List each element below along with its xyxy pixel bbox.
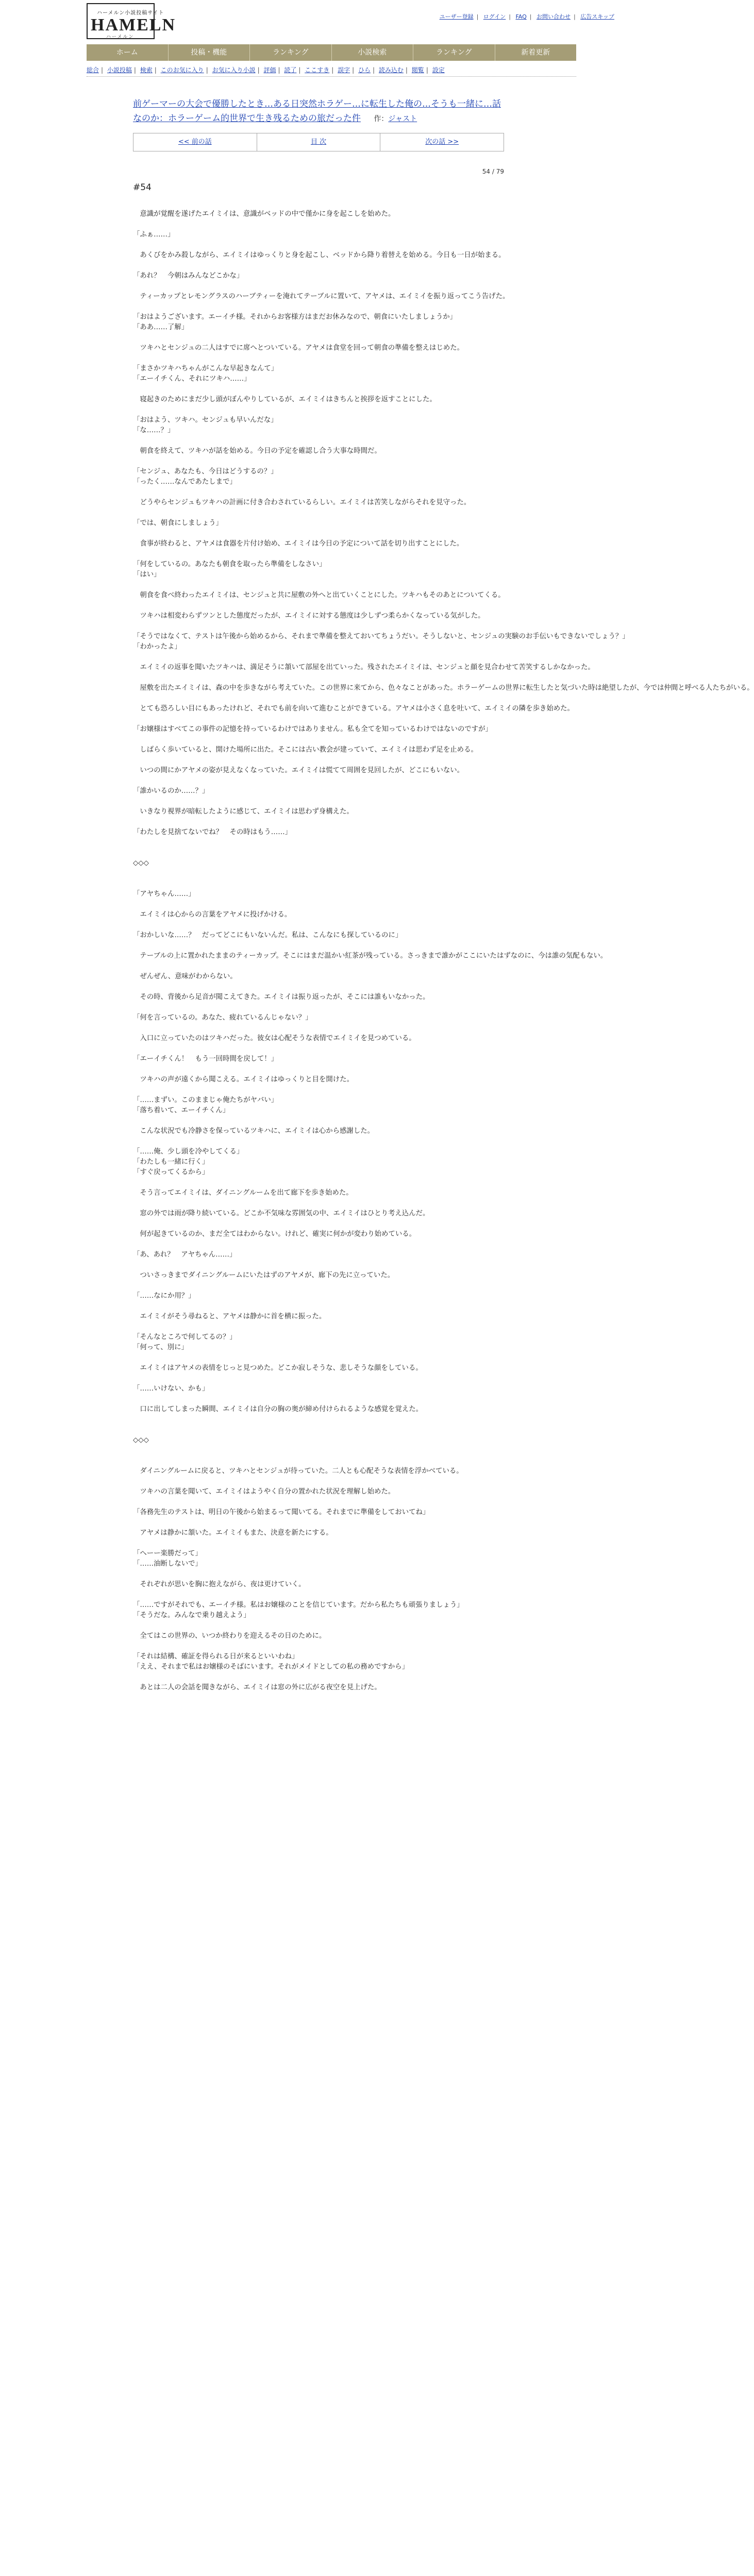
body-line: 朝食を食べ終わったエイミイは、センジュと共に屋敷の外へと出ていくことにした。ツキハもそのあとについてくる。 — [133, 591, 505, 599]
nav-ranking-2[interactable]: ランキング — [413, 44, 495, 61]
paragraph-gap — [133, 1446, 504, 1456]
body-line: 朝食を終えて、ツキハが話を始める。今日の予定を確認し合う大事な時間だ。 — [133, 447, 381, 455]
paragraph-gap — [133, 941, 504, 951]
paragraph-gap — [133, 436, 504, 446]
paragraph-gap — [133, 869, 504, 879]
body-line: 「まさかツキハちゃんがこんな早起きなんて」 — [133, 365, 278, 372]
author-link[interactable]: ジャスト — [388, 115, 417, 123]
nav-home[interactable]: ホーム — [87, 44, 169, 61]
paragraph-gap — [133, 1415, 504, 1425]
crumb-6[interactable]: 読了 — [284, 66, 297, 74]
paragraph-gap — [133, 920, 504, 930]
paragraph-gap — [133, 1003, 504, 1013]
paragraph-gap — [133, 776, 504, 786]
body-line: 「では、朝食にしましょう」 — [133, 519, 223, 527]
chapter-position: 54 / 79 — [482, 168, 504, 175]
body-line: 意識が覚醒を遂げたエイミイは、意識がベッドの中で僅かに身を起こしを始めた。 — [133, 210, 395, 218]
body-line: 入口に立っていたのはツキハだった。彼女は心配そうな表情でエイミイを見つめている。 — [133, 1035, 416, 1042]
body-line: 「エーイチくん！ もう一回時間を戻して！」 — [133, 1055, 278, 1063]
site-header — [0, 0, 662, 41]
toc-link[interactable]: 目 次 — [257, 133, 381, 151]
crumb-11[interactable]: 閲覧 — [411, 66, 424, 74]
body-line: 「そんなところで何してるの？」 — [133, 1333, 237, 1341]
paragraph-gap — [133, 817, 504, 827]
body-line: どうやらセンジュもツキハの計画に付き合わされているらしい。エイミイは苦笑しながらそれを見守った。 — [133, 499, 471, 506]
paragraph-gap — [133, 508, 504, 518]
body-line: 「……俺、少し頭を冷やしてくる」 — [133, 1148, 244, 1156]
paragraph-gap — [133, 755, 504, 766]
body-line: 「落ち着いて、エーイチくん」 — [133, 1107, 230, 1114]
crumb-12[interactable]: 設定 — [432, 66, 445, 74]
logo-small-text: ハーメルン小説投稿サイト — [97, 10, 164, 16]
top-link-contact[interactable]: お問い合わせ — [537, 13, 571, 20]
body-line: あとは二人の会話を聞きながら、エイミイは窓の外に広がる夜空を見上げた。 — [133, 1684, 381, 1691]
paragraph-gap — [133, 240, 504, 250]
body-line: 「そうだな。みんなで乗り越えよう」 — [133, 1612, 250, 1619]
body-line: 「何をしているの。あなたも朝食を取ったら準備をしなさい」 — [133, 561, 326, 568]
top-links: ユーザー登録 | ログイン | FAQ | お問い合わせ | 広告スキップ — [439, 13, 614, 20]
site-logo[interactable] — [87, 3, 176, 40]
top-link-skip-ad[interactable]: 広告スキップ — [580, 13, 614, 20]
paragraph-gap — [133, 1044, 504, 1054]
body-line: ツキハとセンジュの二人はすでに席へとついている。アヤメは食堂を回って朝食の準備を整えはじめた。 — [133, 344, 464, 352]
body-line: ツキハの声が遠くから聞こえる。エイミイはゆっくりと目を開けた。 — [133, 1076, 354, 1083]
body-line: エイミイはアヤメの表情をじっと見つめた。どこか寂しそうな、悲しそうな顔をしている。 — [133, 1364, 423, 1372]
body-line: ダイニングルームに戻ると、ツキハとセンジュが待っていた。二人とも心配そうな表情を浮かべている。 — [133, 1467, 463, 1475]
paragraph-gap — [133, 693, 504, 704]
nav-post[interactable]: 投稿・機能 — [169, 44, 250, 61]
top-link-register[interactable]: ユーザー登録 — [439, 13, 474, 20]
paragraph-gap — [133, 1301, 504, 1312]
paragraph-gap — [133, 1178, 504, 1188]
body-line: 「ったく……なんであたしまで」 — [133, 478, 237, 486]
crumb-3[interactable]: このお気に入り — [160, 66, 204, 74]
paragraph-gap — [133, 714, 504, 724]
crumb-8[interactable]: 誤字 — [338, 66, 350, 74]
paragraph-gap — [133, 384, 504, 395]
paragraph-gap — [133, 879, 504, 889]
paragraph-gap — [133, 1322, 504, 1332]
nav-ranking[interactable]: ランキング — [250, 44, 332, 61]
body-line: 窓の外では雨が降り続いている。どこか不気味な雰囲気の中、エイミイはひとり考え込んだ。 — [133, 1210, 430, 1217]
body-line: 「はい」 — [133, 571, 161, 579]
novel-title-link[interactable]: 前ゲーマーの大会で優勝したとき…ある日突然ホラゲー…に転生した俺の…そうも一緒に…話なのか：ホラーゲーム的世界で生き残るための旅だった件 — [133, 99, 501, 124]
paragraph-gap — [133, 673, 504, 683]
body-line: 「お嬢様はすべてこの事件の記憶を持っているわけではありません。私も全てを知っているわけではないのですが」 — [133, 725, 492, 733]
body-line: ティーカップとレモングラスのハーブティーを淹れてテーブルに置いて、アヤメは、エイミイを振り返ってこう告げた。 — [133, 293, 510, 300]
body-line: 「エーイチくん、それにツキハ……」 — [133, 375, 251, 383]
body-line: ◇◇◇ — [133, 1436, 149, 1444]
paragraph-gap — [133, 900, 504, 910]
body-line: 「……まずい。このままじゃ俺たちがヤバい」 — [133, 1096, 278, 1104]
body-line: その時、背後から足音が聞こえてきた。エイミイは振り返ったが、そこには誰もいなかった。 — [133, 993, 430, 1001]
body-line: 「……油断しないで」 — [133, 1560, 202, 1568]
paragraph-gap — [133, 1064, 504, 1075]
nav-new[interactable]: 新着更新 — [521, 48, 550, 57]
body-line: ぜんぜん、意味がわからない。 — [133, 973, 237, 980]
body-line: 「へーー楽勝だって」 — [133, 1550, 202, 1557]
body-line: そう言ってエイミイは、ダイニングルームを出て廊下を歩き始めた。 — [133, 1189, 353, 1197]
paragraph-gap — [133, 302, 504, 312]
logo-word: HAMELN — [91, 15, 176, 35]
episode-number: #54 — [133, 182, 152, 193]
paragraph-gap — [133, 652, 504, 663]
paragraph-gap — [133, 529, 504, 539]
body-line: 「……なにか用？」 — [133, 1292, 195, 1300]
crumb-7[interactable]: ここすき — [305, 66, 330, 74]
body-line: 寝起きのためにまだ少し頭がぼんやりしているが、エイミイはきちんと挨拶を返すことにした。 — [133, 396, 437, 403]
body-line: 「誰かいるのか……？」 — [133, 787, 209, 795]
paragraph-gap — [133, 1085, 504, 1095]
body-line: 「そうではなくて、テストは午後から始めるから、それまで準備を整えておいてちょうだい。そうしないと、センジュの実験のお手伝いもできないでしょう？」 — [133, 633, 629, 640]
body-line: 「あれ？ 今朝はみんなどこかな」 — [133, 272, 244, 280]
crumb-0[interactable]: 総合 — [87, 66, 99, 74]
body-line: ◇◇◇ — [133, 859, 149, 867]
crumb-2[interactable]: 検索 — [140, 66, 153, 74]
body-line: 屋敷を出たエイミイは、森の中を歩きながら考えていた。この世界に来てから、色々なことがあった。ホラーゲームの世界に転生したと気づいた時は絶望したが、今では仲間と呼べる人たちがいる。 — [133, 684, 754, 692]
paragraph-gap — [133, 1353, 504, 1363]
paragraph-gap — [133, 1281, 504, 1291]
body-line: それぞれが思いを胸に抱えながら、夜は更けていく。 — [133, 1581, 306, 1588]
body-line: あくびをかみ殺しながら、エイミイはゆっくりと身を起こし、ベッドから降り着替えを始める。今日も一日が始まる。 — [133, 251, 506, 259]
paragraph-gap — [133, 1394, 504, 1404]
body-line: 「わたしも一緒に行く」 — [133, 1158, 209, 1166]
paragraph-gap — [133, 405, 504, 415]
paragraph-gap — [133, 456, 504, 467]
body-line: 「ええ、それまで私はお嬢様のそばにいます。それがメイドとしての私の務めですから」 — [133, 1663, 409, 1671]
top-link-faq[interactable]: FAQ — [515, 13, 527, 20]
paragraph-gap — [133, 549, 504, 560]
chapter-body — [133, 209, 754, 1693]
body-line: 全てはこの世界の、いつか終わりを迎えるその日のために。 — [133, 1632, 326, 1640]
paragraph-gap — [133, 353, 504, 364]
paragraph-gap — [133, 1116, 504, 1126]
body-line: 「それは結構、確証を得られる日が来るといいわね」 — [133, 1653, 299, 1660]
body-line: エイミイの返事を聞いたツキハは、満足そうに頷いて部屋を出ていった。残されたエイミイは、センジュと顔を見合わせて苦笑するしかなかった。 — [133, 664, 595, 671]
paragraph-gap — [133, 1137, 504, 1147]
paragraph-gap — [133, 281, 504, 292]
paragraph-gap — [133, 1023, 504, 1033]
body-line: 「ああ……了解」 — [133, 324, 189, 331]
paragraph-gap — [133, 580, 504, 590]
body-line: 「アヤちゃん……」 — [133, 890, 195, 898]
paragraph-gap — [133, 982, 504, 992]
next-chapter-link[interactable]: 次の話 >> — [425, 138, 459, 146]
chapter-pager — [133, 133, 504, 151]
paragraph-gap — [133, 1425, 504, 1435]
paragraph-gap — [133, 1518, 504, 1528]
body-line: いつの間にかアヤメの姿が見えなくなっていた。エイミイは慌てて周囲を見回したが、どこにもいない。 — [133, 767, 464, 774]
crumb-10[interactable]: 読み込む — [378, 66, 404, 74]
body-line: こんな状況でも冷静さを保っているツキハに、エイミイは心から感謝した。 — [133, 1127, 374, 1135]
paragraph-gap — [133, 621, 504, 632]
paragraph-gap — [133, 1240, 504, 1250]
paragraph-gap — [133, 261, 504, 271]
crumb-5[interactable]: 評価 — [263, 66, 276, 74]
body-line: 「すぐ戻ってくるから」 — [133, 1168, 209, 1176]
body-line: 「各務先生のテストは、明日の午後から始まるって聞いてる。それまでに準備をしておいてね」 — [133, 1509, 430, 1516]
body-line: ツキハの言葉を聞いて、エイミイはようやく自分の置かれた状況を理解し始めた。 — [133, 1488, 395, 1496]
paragraph-gap — [133, 1641, 504, 1652]
body-line: エイミイは心からの言葉をアヤメに投げかける。 — [133, 911, 292, 919]
body-line: いきなり視界が暗転したように感じて、エイミイは思わず身構えた。 — [133, 808, 354, 816]
body-line: 「おかしいな……？ だってどこにもいないんだ。私は、こんなにも探しているのに」 — [133, 931, 403, 939]
paragraph-gap — [133, 1569, 504, 1580]
paragraph-gap — [133, 1260, 504, 1270]
author-prefix: 作： — [374, 115, 389, 123]
paragraph-gap — [133, 796, 504, 807]
body-line: とても恐ろしい目にもあったけれど、それでも前を向いて進むことができている。アヤメは小さく息を吐いて、エイミイの隣を歩き始めた。 — [133, 705, 574, 713]
body-line: 「おはようございます。エーイチ様。それからお客様方はまだお休みなので、朝食にいたしましょうか」 — [133, 313, 457, 321]
body-line: 「な……？」 — [133, 427, 175, 434]
paragraph-gap — [133, 1672, 504, 1683]
body-line: 「あ、あれ？ アヤちゃん……」 — [133, 1251, 237, 1259]
paragraph-gap — [133, 219, 504, 230]
body-line: テーブルの上に置かれたままのティーカップ。そこにはまだ温かい紅茶が残っている。さっきまで誰かがここにいたはずなのに、今は誰の気配もない。 — [133, 952, 608, 960]
body-line: 食事が終わると、アヤメは食器を片付け始め、エイミイは今日の予定について話を切り出すことにした。 — [133, 540, 464, 548]
body-line: 「何を言っているの。あなた、疲れているんじゃない？」 — [133, 1014, 312, 1022]
paragraph-gap — [133, 961, 504, 972]
breadcrumb: 総合 | 小説投稿 | 検索 | このお気に入り | お気に入り小説 | 評価 | 読了 | ここすき | 誤字 | ひら | 読み込む | 閲覧 | 設定 — [87, 64, 576, 77]
paragraph-gap — [133, 1219, 504, 1229]
prev-chapter-link[interactable]: << 前の話 — [133, 133, 257, 151]
novel-title-block — [133, 97, 504, 126]
body-line: 「何って、別に」 — [133, 1344, 188, 1351]
paragraph-gap — [133, 1477, 504, 1487]
paragraph-gap — [133, 1456, 504, 1466]
body-line: エイミイがそう尋ねると、アヤメは静かに首を横に振った。 — [133, 1313, 326, 1320]
paragraph-gap — [133, 333, 504, 343]
paragraph-gap — [133, 838, 504, 848]
body-line: ツキハは相変わらずツンとした態度だったが、エイミイに対する態度は少しずつ柔らかくなっている気がした。 — [133, 612, 485, 620]
paragraph-gap — [133, 735, 504, 745]
paragraph-gap — [133, 601, 504, 611]
paragraph-gap — [133, 848, 504, 858]
body-line: 「おはよう、ツキハ。センジュも早いんだな」 — [133, 416, 278, 424]
body-line: 「センジュ、あなたも、今日はどうするの？」 — [133, 468, 278, 476]
body-line: ついさっきまでダイニングルームにいたはずのアヤメが、廊下の先に立っていた。 — [133, 1272, 395, 1279]
paragraph-gap — [133, 1538, 504, 1549]
paragraph-gap — [133, 1621, 504, 1631]
body-line: 口に出してしまった瞬間、エイミイは自分の胸の奥が締め付けられるような感覚を覚えた。 — [133, 1405, 423, 1413]
paragraph-gap — [133, 487, 504, 498]
paragraph-gap — [133, 1497, 504, 1507]
paragraph-gap — [133, 1374, 504, 1384]
main-nav — [87, 44, 576, 61]
body-line: 「……いけない、かも」 — [133, 1385, 209, 1393]
body-line: 「わかったよ」 — [133, 643, 181, 651]
paragraph-gap — [133, 1590, 504, 1600]
body-line: 「……ですがそれでも、エーイチ様。私はお嬢様のことを信じています。だから私たちも頑張りましょう」 — [133, 1601, 464, 1609]
logo-sub-text: ハーメルン — [106, 35, 135, 40]
body-line: アヤメは静かに頷いた。エイミイもまた、決意を新たにする。 — [133, 1529, 333, 1537]
crumb-9[interactable]: ひら — [358, 66, 371, 74]
body-line: 「わたしを見捨てないでね？ その時はもう……」 — [133, 828, 292, 836]
crumb-1[interactable]: 小説投稿 — [107, 66, 132, 74]
body-line: 「ふぁ……」 — [133, 231, 175, 239]
paragraph-gap — [133, 1198, 504, 1209]
body-line: 何が起きているのか、まだ全てはわからない。けれど、確実に何かが変わり始めている。 — [133, 1230, 416, 1238]
body-line: しばらく歩いていると、開けた場所に出た。そこには古い教会が建っていて、エイミイは思わず足を止める。 — [133, 746, 478, 754]
top-link-login[interactable]: ログイン — [483, 13, 506, 20]
nav-search[interactable]: 小説検索 — [332, 44, 414, 61]
crumb-4[interactable]: お気に入り小説 — [212, 66, 256, 74]
